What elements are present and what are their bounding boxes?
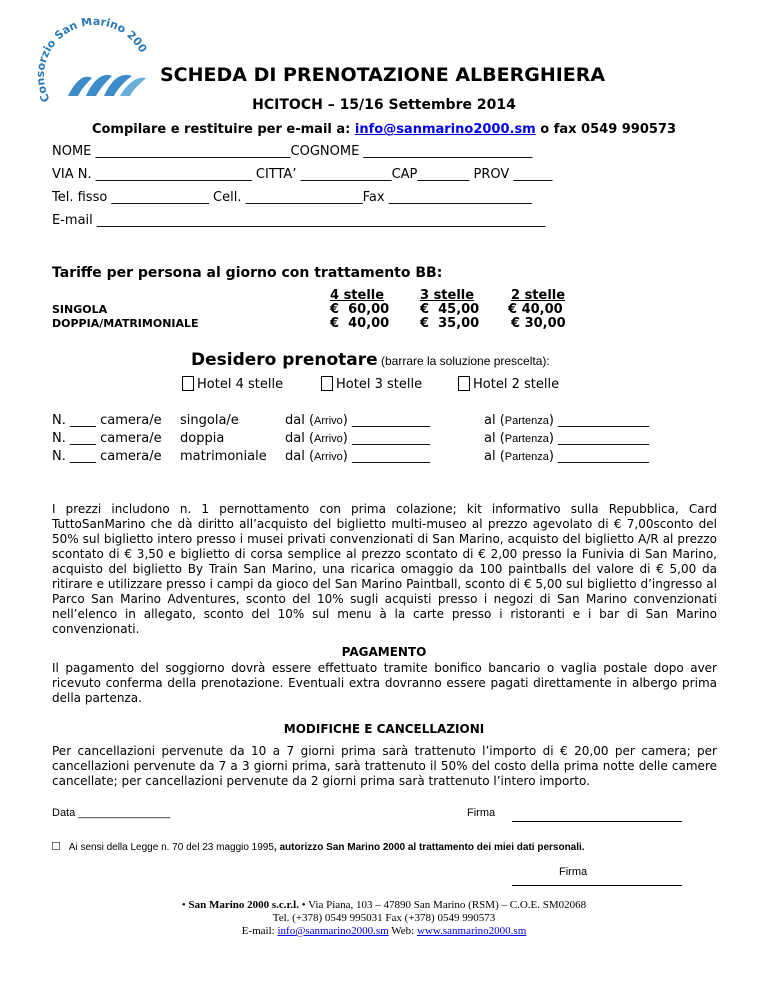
footer-address: • Via Piana, 103 – 47890 San Marino (RSM) – C.O.E. SM02068 <box>298 899 587 911</box>
rates-col-4-stelle: 4 stelle <box>330 288 385 303</box>
room-type: doppia <box>180 431 225 446</box>
logo-text: Consorzio San Marino 200 <box>33 18 150 105</box>
rate-value: € 30,00 <box>511 316 566 331</box>
room-arrival[interactable]: dal (Arrivo) ____________ <box>285 449 430 464</box>
footer-line-1: • San Marino 2000 s.c.r.l. • Via Piana, 103 – 47890 San Marino (RSM) – C.O.E. SM02068 <box>181 899 587 911</box>
rate-value: € 35,00 <box>420 316 480 331</box>
privacy-text-b: , autorizzo San Marino 2000 al trattamento dei miei dati personali. <box>273 842 585 853</box>
rates-heading: Tariffe per persona al giorno con trattamento BB: <box>52 265 443 281</box>
privacy-text-a: Ai sensi della Legge n. 70 del 23 maggio 1995 <box>68 842 274 853</box>
checkbox-icon[interactable] <box>458 376 470 391</box>
signature-label: Firma <box>467 807 496 819</box>
booking-heading-text: Desidero prenotare <box>191 350 378 370</box>
room-departure[interactable]: al (Partenza) ______________ <box>484 431 650 446</box>
booking-heading <box>191 350 550 370</box>
rate-value: € 40,00 <box>330 316 390 331</box>
footer-company: San Marino 2000 s.c.r.l. <box>188 899 299 911</box>
checkbox-icon[interactable] <box>182 376 194 391</box>
rates-col-2-stelle: 2 stelle <box>511 288 566 303</box>
footer-phones: Tel. (+378) 0549 995031 Fax (+378) 0549 990573 <box>272 912 496 924</box>
room-type: matrimoniale <box>180 449 267 464</box>
form-line-address[interactable]: VIA N. ________________________ CITTA’ ______________CAP________ PROV ______ <box>52 167 553 182</box>
rates-col-3-stelle: 3 stelle <box>420 288 475 303</box>
option-hotel-2-stelle[interactable] <box>458 376 559 392</box>
form-line-phone[interactable]: Tel. fisso _______________ Cell. __________________Fax ______________________ <box>52 190 532 205</box>
option-label: Hotel 3 stelle <box>336 377 423 392</box>
email-link[interactable]: info@sanmarino2000.sm <box>354 122 536 137</box>
room-count[interactable]: N. ____ camera/e <box>52 449 162 464</box>
option-label: Hotel 4 stelle <box>197 377 284 392</box>
rate-row-label: SINGOLA <box>52 303 108 316</box>
form-line-name[interactable]: NOME ______________________________COGNOME __________________________ <box>52 144 533 159</box>
includes-paragraph: I prezzi includono n. 1 pernottamento con prima colazione; kit informativo sulla Repubblica, Card TuttoSanMarino che dà diritto all’acquisto del biglietto multi-museo al prezzo agevolato di € 7,00sconto del 50% sul biglietto intero presso i musei privati convenzionati di San Marino, acquisto del biglietto A/R al prezzo scontato di € 3,50 e biglietto di corsa semplice al prezzo scontato di € 2,00 presso la Funivia di San Marino, acquisto del biglietto By Train San Marino, una ricarica omaggio da 100 paintballs del valore di € 5,00 da ritirare e utilizzare presso i campi da gioco del San Marino Paintball, sconto di € 5,00 sul biglietto d’ingresso al Parco San Marino Adventures, sconto del 10% sugli acquisti presso i negozi di San Marino convenzionati nell’elenco in allegato, sconto del 10% sul menu à la carte presso i ristoranti e i bar di San Marino convenzionati. <box>52 502 717 636</box>
page-title: SCHEDA DI PRENOTAZIONE ALBERGHIERA <box>160 64 606 86</box>
payment-heading: PAGAMENTO <box>341 645 427 659</box>
rate-row-label: DOPPIA/MATRIMONIALE <box>52 317 199 330</box>
option-hotel-3-stelle[interactable] <box>321 376 422 392</box>
signature-line[interactable] <box>512 821 682 822</box>
instructions <box>0 122 768 137</box>
signature-line-2[interactable] <box>512 885 682 886</box>
room-count[interactable]: N. ____ camera/e <box>52 413 162 428</box>
cancellation-heading: MODIFICHE E CANCELLAZIONI <box>283 722 485 736</box>
cancellation-text: Per cancellazioni pervenute da 10 a 7 giorni prima sarà trattenuto l’importo di € 20,00 per camera; per cancellazioni pervenute da 7 a 3 giorni prima, sarà trattenuto il 50% del costo della prima notte delle camere cancellate; per cancellazioni pervenute da 2 giorni prima sarà trattenuto l’intero importo. <box>52 744 717 788</box>
consent-checkbox-icon[interactable] <box>52 842 60 850</box>
booking-note: (barrare la soluzione prescelta): <box>377 354 550 368</box>
room-arrival[interactable]: dal (Arrivo) ____________ <box>285 413 430 428</box>
rate-value: € 45,00 <box>420 302 480 317</box>
instruction-prefix: Compilare e restituire per e-mail a: <box>91 122 355 137</box>
footer-contacts: E-mail: info@sanmarino2000.sm Web: www.sanmarino2000.sm <box>241 925 527 937</box>
privacy-consent[interactable] <box>52 842 585 853</box>
option-hotel-4-stelle[interactable] <box>182 376 283 392</box>
footer-email-link[interactable]: info@sanmarino2000.sm <box>277 925 389 937</box>
payment-text: Il pagamento del soggiorno dovrà essere effettuato tramite bonifico bancario o vaglia postale dopo aver ricevuto conferma della prenotazione. Eventuali extra dovranno essere pagati direttamente in albergo prima della partenza. <box>52 661 717 705</box>
checkbox-icon[interactable] <box>321 376 333 391</box>
event-subtitle: HCITOCH – 15/16 Settembre 2014 <box>252 97 516 113</box>
room-count[interactable]: N. ____ camera/e <box>52 431 162 446</box>
room-departure[interactable]: al (Partenza) ______________ <box>484 413 650 428</box>
option-label: Hotel 2 stelle <box>473 377 560 392</box>
signature-label-2: Firma <box>559 866 588 878</box>
room-arrival[interactable]: dal (Arrivo) ____________ <box>285 431 430 446</box>
footer-web-link[interactable]: www.sanmarino2000.sm <box>416 925 527 937</box>
rate-value: € 60,00 <box>330 302 390 317</box>
room-type: singola/e <box>180 413 239 428</box>
date-field[interactable]: Data _______________ <box>52 807 171 819</box>
instruction-suffix: o fax 0549 990573 <box>535 122 677 137</box>
rate-value: € 40,00 <box>508 302 563 317</box>
form-line-email[interactable]: E-mail _____________________________________________________________________ <box>52 213 546 228</box>
room-departure[interactable]: al (Partenza) ______________ <box>484 449 650 464</box>
